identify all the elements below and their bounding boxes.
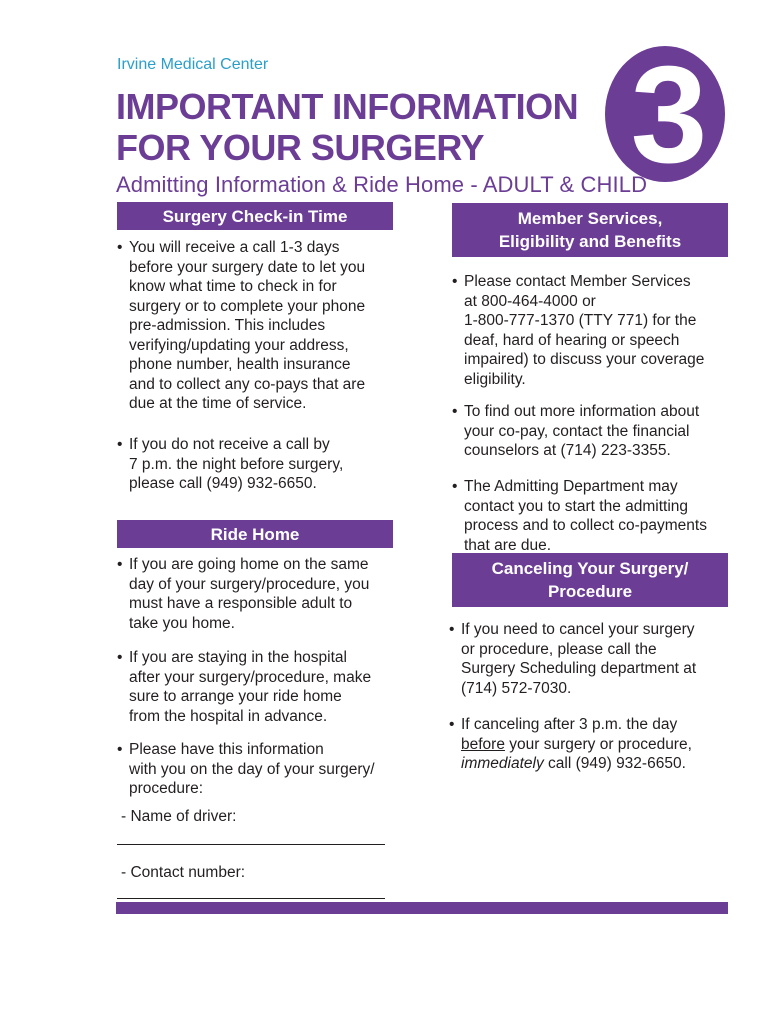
cancel-bullet-2-underlined: before — [461, 735, 505, 753]
page-subtitle: Admitting Information & Ride Home - ADULT & CHILD — [116, 172, 648, 197]
badge-number: 3 — [630, 44, 708, 184]
page-title — [116, 86, 578, 168]
bullet-dot: • — [117, 741, 123, 758]
member-bullet-3 — [452, 477, 742, 555]
driver-name-label: - Name of driver: — [121, 808, 237, 825]
member-bullet-2 — [452, 402, 742, 461]
member-bullet-1 — [452, 272, 742, 389]
member-heading-line-2: Eligibility and Benefits — [498, 232, 682, 251]
checkin-bullet-1-text: You will receive a call 1-3 days before your surgery date to let you know what time to check in for surgery or to complete your phone pre-admission. This includes verifying/updating your address, phone number, health insurance and to collect any co-pays that are due at the time of service. — [129, 239, 366, 412]
number-three-badge — [603, 44, 727, 184]
member-bullet-3-text: The Admitting Department may contact you to start the admitting process and to collect co-payments that are due. — [464, 478, 707, 554]
cancel-heading-line-2: Procedure — [547, 582, 633, 601]
bullet-dot: • — [452, 403, 458, 420]
member-bullet-2-text: To find out more information about your co-pay, contact the financial counselors at (714) 223-3355. — [464, 403, 700, 459]
cancel-bullet-2-part3: call (949) 932-6650. — [543, 755, 686, 772]
cancel-section-heading — [452, 553, 728, 607]
checkin-bullet-2-text: If you do not receive a call by 7 p.m. the night before surgery, please call (949) 932-6650. — [129, 436, 344, 492]
bullet-dot: • — [117, 239, 123, 256]
ride-home-section-heading: Ride Home — [117, 520, 393, 548]
cancel-heading-line-1: Canceling Your Surgery/ — [491, 559, 689, 578]
title-line-1: IMPORTANT INFORMATION — [116, 86, 579, 127]
cancel-bullet-2-part2: your surgery or procedure, — [504, 735, 692, 753]
bullet-dot: • — [452, 478, 458, 495]
bullet-dot: • — [449, 621, 455, 638]
ride-bullet-1-text: If you are going home on the same day of your surgery/procedure, you must have a responsible adult to take you home. — [129, 556, 370, 632]
bullet-dot: • — [117, 649, 123, 666]
cancel-bullet-2 — [449, 715, 744, 774]
bullet-dot: • — [452, 273, 458, 290]
ride-bullet-3 — [117, 740, 407, 799]
bottom-divider-bar — [116, 902, 728, 914]
cancel-bullet-2-text — [461, 715, 744, 774]
member-heading-line-1: Member Services, — [517, 209, 663, 228]
checkin-bullet-2 — [117, 435, 407, 494]
checkin-bullet-1 — [117, 238, 407, 414]
member-services-section-heading — [452, 203, 728, 257]
cancel-bullet-1 — [449, 620, 744, 698]
contact-number-label: - Contact number: — [121, 864, 246, 881]
bullet-dot: • — [117, 556, 123, 573]
cancel-bullet-2-italic: immediately — [461, 755, 544, 772]
ride-bullet-3-text: Please have this information with you on the day of your surgery/ procedure: — [129, 741, 375, 797]
driver-name-blank-line[interactable] — [117, 844, 385, 845]
cancel-bullet-1-text: If you need to cancel your surgery or procedure, please call the Surgery Scheduling department at (714) 572-7030. — [461, 621, 697, 697]
checkin-section-heading: Surgery Check-in Time — [117, 202, 393, 230]
title-line-2: FOR YOUR SURGERY — [116, 127, 485, 168]
ride-bullet-2-text: If you are staying in the hospital after your surgery/procedure, make sure to arrange your ride home from the hospital in advance. — [129, 649, 372, 725]
member-bullet-1-text: Please contact Member Services at 800-464-4000 or 1-800-777-1370 (TTY 771) for the deaf, hard of hearing or speech impaired) to discuss your coverage eligibility. — [464, 273, 705, 388]
ride-bullet-1 — [117, 555, 407, 633]
organization-name: Irvine Medical Center — [117, 56, 269, 73]
ride-bullet-2 — [117, 648, 407, 726]
contact-number-blank-line[interactable] — [117, 898, 385, 899]
bullet-dot: • — [449, 716, 455, 733]
cancel-bullet-2-part1: If canceling after 3 p.m. the day — [461, 716, 678, 733]
bullet-dot: • — [117, 436, 123, 453]
